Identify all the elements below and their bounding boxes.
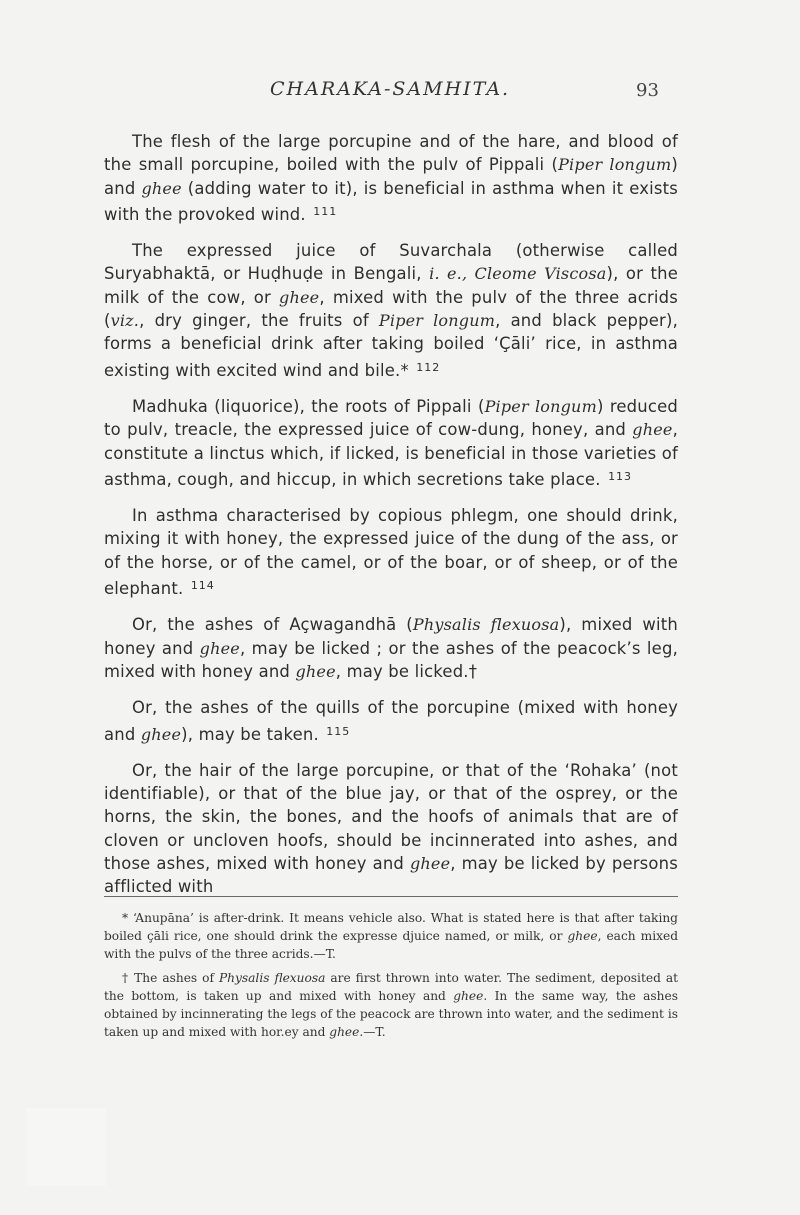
text-run: * ‘Anupāna’ is after-drink. It means vehicle also. What is stated here is that after taking boiled çāli rice, one should drink the expresse djuice named, or milk, or — [104, 911, 678, 943]
text-run: The expressed juice of Suvarchala (otherwise called Suryabhaktā, or Huḍhuḍe in Bengali, — [104, 241, 678, 284]
verse-number: 112 — [416, 360, 441, 374]
italic-term: Piper longum — [484, 396, 597, 416]
body-text — [104, 130, 678, 912]
running-title: CHARAKA-SAMHITA. — [270, 78, 511, 100]
italic-term: Physalis flexuosa — [218, 971, 326, 985]
footnote-physalis — [104, 969, 678, 1041]
page-header — [0, 78, 800, 108]
text-run: ), may be taken. — [181, 724, 319, 744]
paragraph-ashwagandha — [104, 613, 678, 683]
text-run: † The ashes of — [122, 971, 219, 985]
italic-term: Piper longum — [558, 155, 672, 175]
italic-term: ghee — [199, 638, 240, 658]
text-run: , and black pepper), forms a beneficial drink after taking boiled ‘Çāli’ rice, in asthma existing with excited wind and bile.* — [104, 311, 678, 380]
verse-number: 113 — [608, 469, 633, 483]
text-run: , each mixed with the pulvs of the three acrids.—T. — [104, 929, 678, 961]
text-run: Madhuka (liquorice), the roots of Pippali ( — [132, 396, 485, 416]
paragraph-115 — [104, 696, 678, 746]
italic-term: ghee — [295, 661, 336, 681]
text-run: The flesh of the large porcupine and of the hare, and blood of the small porcupine, boiled with the pulv of Pippali ( — [104, 132, 678, 175]
text-run: Or, the hair of the large porcupine, or that of the ‘Rohaka’ (not identifiable), or that of the blue jay, or that of the osprey, or the horns, the skin, the bones, and the hoofs of animals that are of cloven or uncloven hoofs, should be incinnerated into ashes, and those ashes, mixed with honey and — [104, 760, 678, 874]
text-run: , constitute a linctus which, if licked, is beneficial in those varieties of asthma, cough, and hiccup, in which secretions take place. — [104, 420, 678, 489]
text-run: In asthma characterised by copious phlegm, one should drink, mixing it with honey, the expressed juice of the dung of the ass, or of the horse, or of the camel, or of the boar, or of sheep, or of the elephant. — [104, 506, 678, 599]
text-run: are first thrown into water. The sediment, deposited at the bottom, is taken up and mixed with honey and — [104, 971, 679, 1003]
paragraph-113 — [104, 395, 678, 491]
italic-term: Physalis flexuosa — [412, 615, 560, 635]
text-run: , may be licked by persons afflicted with — [104, 854, 678, 897]
text-run: , dry ginger, the fruits of — [139, 311, 379, 331]
paragraph-hair-ashes — [104, 759, 678, 899]
scan-artifact — [26, 1108, 106, 1186]
verse-number: 114 — [190, 579, 215, 593]
text-run: Or, the ashes of Açwagandhā ( — [132, 615, 413, 635]
text-run: (adding water to it), is beneficial in asthma when it exists with the provoked wind. — [104, 178, 678, 224]
text-run: ) reduced to pulv, treacle, the expressed juice of cow-dung, honey, and — [104, 396, 678, 440]
text-run: , may be licked ; or the ashes of the peacock’s leg, mixed with honey and — [104, 638, 678, 681]
page-number: 93 — [636, 80, 659, 101]
italic-term: ghee — [632, 420, 673, 440]
paragraph-114 — [104, 504, 678, 600]
verse-number: 111 — [313, 204, 338, 218]
footnote-anupana — [104, 909, 678, 963]
italic-term: ghee — [329, 1025, 360, 1039]
italic-term: i. e., Cleome Viscosa — [429, 264, 607, 284]
text-run: ) and — [104, 155, 678, 198]
italic-term: Piper longum — [378, 311, 496, 331]
paragraph-111 — [104, 130, 678, 226]
italic-term: ghee — [141, 178, 182, 198]
italic-term: ghee — [279, 287, 320, 307]
italic-term: ghee — [453, 989, 484, 1003]
italic-term: ghee — [140, 724, 182, 744]
text-run: .—T. — [359, 1025, 386, 1039]
footnote-divider — [104, 896, 678, 897]
italic-term: ghee — [409, 854, 451, 874]
text-run: , may be licked.† — [335, 661, 478, 681]
text-run: ), mixed with honey and — [104, 615, 678, 658]
text-run: , mixed with the pulv of the three acrids ( — [104, 287, 678, 331]
text-run: ), or the milk of the cow, or — [104, 264, 678, 307]
text-run: Or, the ashes of the quills of the porcupine (mixed with honey and — [104, 698, 678, 744]
italic-term: viz. — [110, 311, 140, 331]
verse-number: 115 — [326, 724, 351, 738]
text-run: . In the same way, the ashes obtained by incinnerating the legs of the peacock are thrown into water, and the sediment is taken up and mixed with hor.ey and — [104, 989, 678, 1039]
paragraph-112 — [104, 239, 678, 382]
footnotes — [104, 909, 678, 1047]
italic-term: ghee — [567, 929, 598, 943]
